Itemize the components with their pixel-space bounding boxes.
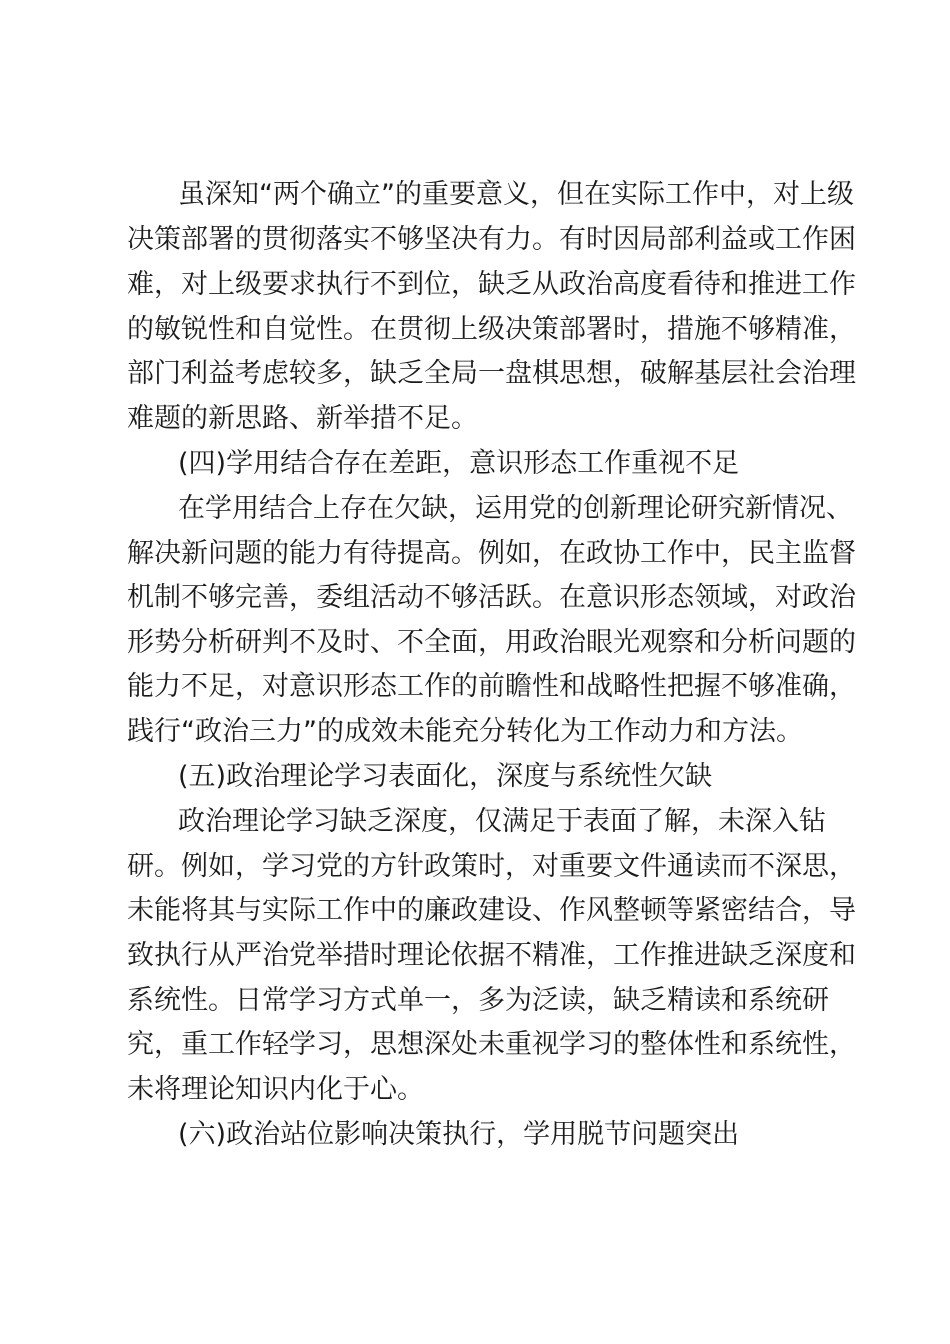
paragraph-line: 机制不够完善，委组活动不够活跃。在意识形态领域，对政治: [127, 582, 856, 613]
section-heading: (六)政治站位影响决策执行，学用脱节问题突出: [178, 1119, 740, 1150]
paragraph-line: 的敏锐性和自觉性。在贯彻上级决策部署时，措施不够精准，: [127, 314, 856, 345]
paragraph-line: 政治理论学习缺乏深度，仅满足于表面了解，未深入钻: [178, 806, 826, 837]
paragraph-line: 难题的新思路、新举措不足。: [127, 403, 478, 434]
paragraph-line: 未能将其与实际工作中的廉政建设、作风整顿等紧密结合，导: [127, 895, 856, 926]
paragraph-line: 究，重工作轻学习，思想深处未重视学习的整体性和系统性，: [127, 1029, 856, 1060]
paragraph-line: 解决新问题的能力有待提高。例如，在政协工作中，民主监督: [127, 538, 856, 569]
paragraph-line: 形势分析研判不及时、不全面，用政治眼光观察和分析问题的: [127, 627, 856, 658]
paragraph-line: 难，对上级要求执行不到位，缺乏从政治高度看待和推进工作: [127, 269, 856, 300]
paragraph-line: 在学用结合上存在欠缺，运用党的创新理论研究新情况、: [178, 493, 853, 524]
paragraph-line: 致执行从严治党举措时理论依据不精准，工作推进缺乏深度和: [127, 940, 856, 971]
paragraph-line: 虽深知“两个确立”的重要意义，但在实际工作中，对上级: [178, 179, 854, 210]
paragraph-line: 未将理论知识内化于心。: [127, 1074, 424, 1105]
section-heading: (五)政治理论学习表面化，深度与系统性欠缺: [178, 761, 713, 792]
paragraph-line: 能力不足，对意识形态工作的前瞻性和战略性把握不够准确，: [127, 671, 856, 702]
section-heading: (四)学用结合存在差距，意识形态工作重视不足: [178, 448, 740, 479]
paragraph-line: 践行“政治三力”的成效未能充分转化为工作动力和方法。: [127, 716, 803, 747]
paragraph-line: 研。例如，学习党的方针政策时，对重要文件通读而不深思，: [127, 851, 856, 882]
paragraph-line: 决策部署的贯彻落实不够坚决有力。有时因局部利益或工作困: [127, 224, 856, 255]
paragraph-line: 部门利益考虑较多，缺乏全局一盘棋思想，破解基层社会治理: [127, 358, 856, 389]
paragraph-line: 系统性。日常学习方式单一，多为泛读，缺乏精读和系统研: [127, 985, 829, 1016]
